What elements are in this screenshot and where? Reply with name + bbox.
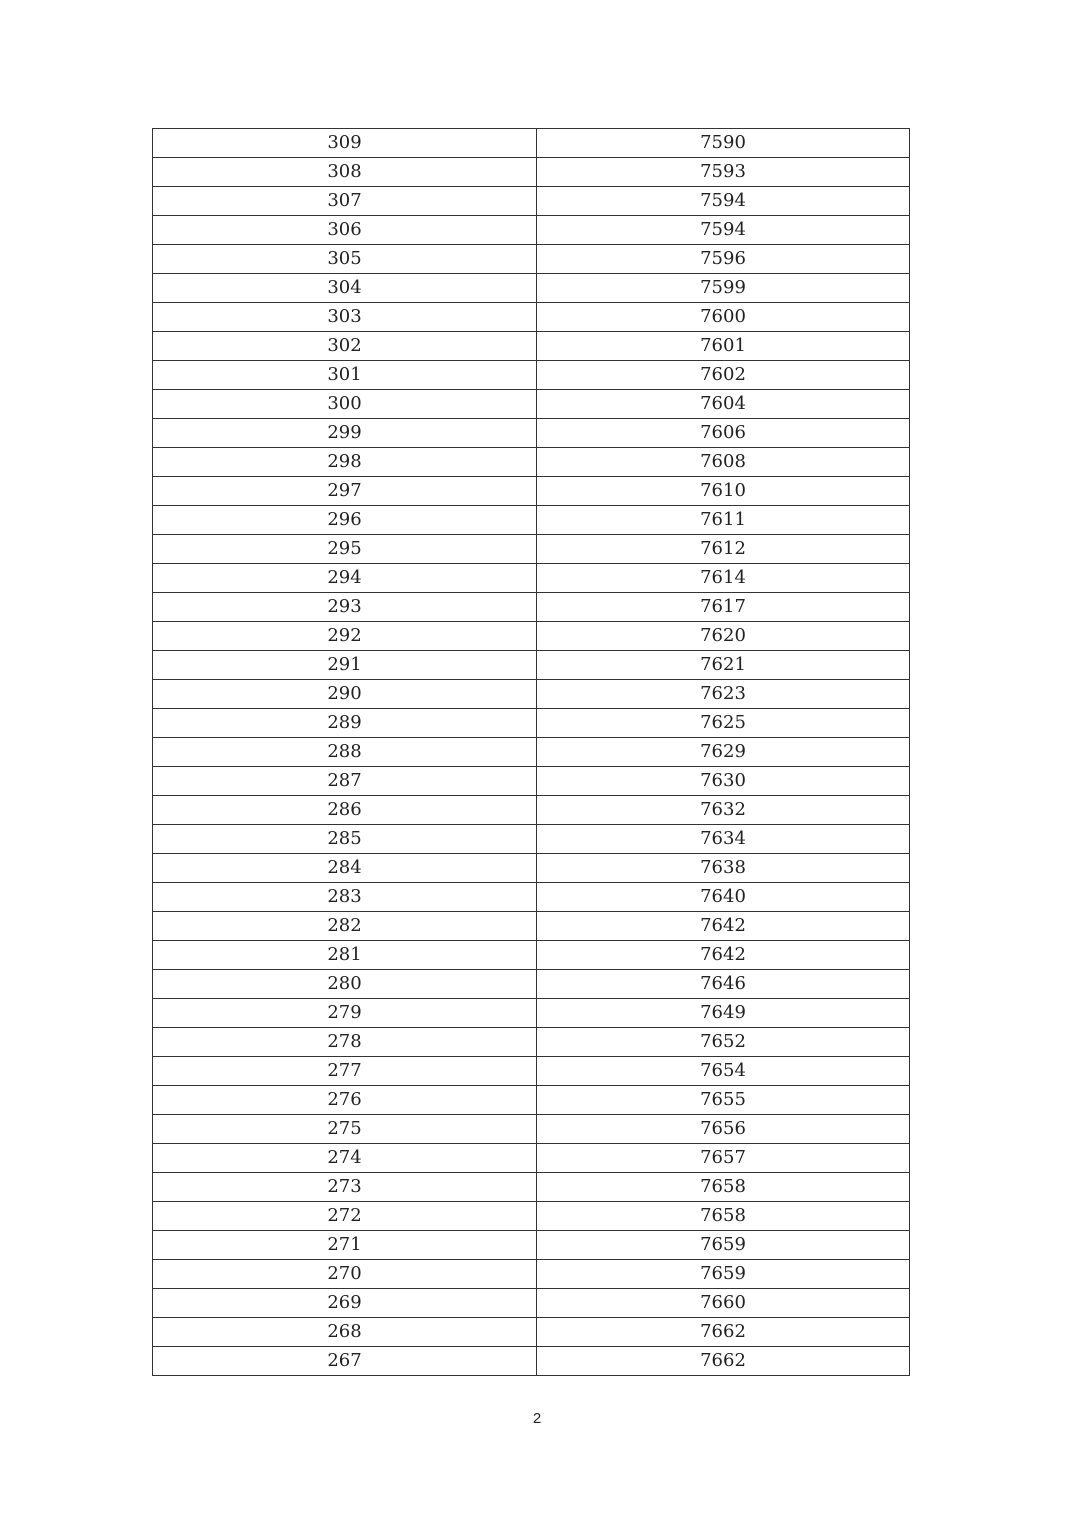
table-row <box>153 709 910 738</box>
cumulative-count-cell: 7658 <box>537 1202 910 1231</box>
table-row <box>153 767 910 796</box>
score-cell: 276 <box>153 1086 537 1115</box>
cumulative-count-cell: 7642 <box>537 912 910 941</box>
cumulative-count-cell: 7649 <box>537 999 910 1028</box>
score-cell: 281 <box>153 941 537 970</box>
table-row <box>153 506 910 535</box>
score-cell: 294 <box>153 564 537 593</box>
cumulative-count-cell: 7655 <box>537 1086 910 1115</box>
score-cell: 285 <box>153 825 537 854</box>
cumulative-count-cell: 7604 <box>537 390 910 419</box>
cumulative-count-cell: 7621 <box>537 651 910 680</box>
score-cell: 273 <box>153 1173 537 1202</box>
score-cell: 297 <box>153 477 537 506</box>
score-cell: 295 <box>153 535 537 564</box>
table-row <box>153 825 910 854</box>
score-cell: 275 <box>153 1115 537 1144</box>
score-cell: 301 <box>153 361 537 390</box>
cumulative-count-cell: 7638 <box>537 854 910 883</box>
table-row <box>153 1231 910 1260</box>
score-cell: 268 <box>153 1318 537 1347</box>
cumulative-count-cell: 7640 <box>537 883 910 912</box>
score-cell: 290 <box>153 680 537 709</box>
table-row <box>153 941 910 970</box>
table-row <box>153 361 910 390</box>
score-cell: 284 <box>153 854 537 883</box>
cumulative-count-cell: 7656 <box>537 1115 910 1144</box>
cumulative-count-cell: 7660 <box>537 1289 910 1318</box>
score-cell: 292 <box>153 622 537 651</box>
score-table-body <box>153 129 910 1376</box>
cumulative-count-cell: 7610 <box>537 477 910 506</box>
table-row <box>153 1318 910 1347</box>
score-cell: 278 <box>153 1028 537 1057</box>
cumulative-count-cell: 7629 <box>537 738 910 767</box>
table-row <box>153 477 910 506</box>
table-row <box>153 1028 910 1057</box>
score-cell: 277 <box>153 1057 537 1086</box>
table-row <box>153 245 910 274</box>
table-row <box>153 1057 910 1086</box>
cumulative-count-cell: 7646 <box>537 970 910 999</box>
table-row <box>153 970 910 999</box>
cumulative-count-cell: 7602 <box>537 361 910 390</box>
cumulative-count-cell: 7642 <box>537 941 910 970</box>
score-cell: 267 <box>153 1347 537 1376</box>
score-cell: 296 <box>153 506 537 535</box>
score-cell: 274 <box>153 1144 537 1173</box>
table-row <box>153 535 910 564</box>
cumulative-count-cell: 7623 <box>537 680 910 709</box>
score-cell: 280 <box>153 970 537 999</box>
cumulative-count-cell: 7632 <box>537 796 910 825</box>
table-row <box>153 1347 910 1376</box>
table-row <box>153 1144 910 1173</box>
score-cell: 299 <box>153 419 537 448</box>
score-cell: 283 <box>153 883 537 912</box>
cumulative-count-cell: 7658 <box>537 1173 910 1202</box>
table-row <box>153 564 910 593</box>
cumulative-count-cell: 7620 <box>537 622 910 651</box>
score-cell: 302 <box>153 332 537 361</box>
cumulative-count-cell: 7594 <box>537 216 910 245</box>
cumulative-count-cell: 7594 <box>537 187 910 216</box>
table-row <box>153 419 910 448</box>
table-row <box>153 187 910 216</box>
score-cell: 270 <box>153 1260 537 1289</box>
cumulative-count-cell: 7617 <box>537 593 910 622</box>
table-row <box>153 854 910 883</box>
score-cell: 303 <box>153 303 537 332</box>
cumulative-count-cell: 7599 <box>537 274 910 303</box>
score-cell: 309 <box>153 129 537 158</box>
score-cell: 289 <box>153 709 537 738</box>
score-cell: 298 <box>153 448 537 477</box>
cumulative-count-cell: 7662 <box>537 1347 910 1376</box>
cumulative-count-cell: 7606 <box>537 419 910 448</box>
score-cell: 288 <box>153 738 537 767</box>
score-cell: 304 <box>153 274 537 303</box>
cumulative-count-cell: 7608 <box>537 448 910 477</box>
cumulative-count-cell: 7659 <box>537 1231 910 1260</box>
table-row <box>153 158 910 187</box>
table-row <box>153 129 910 158</box>
score-cell: 286 <box>153 796 537 825</box>
cumulative-count-cell: 7601 <box>537 332 910 361</box>
score-cell: 287 <box>153 767 537 796</box>
table-row <box>153 332 910 361</box>
score-cell: 291 <box>153 651 537 680</box>
score-cell: 282 <box>153 912 537 941</box>
table-row <box>153 303 910 332</box>
cumulative-count-cell: 7593 <box>537 158 910 187</box>
table-row <box>153 1115 910 1144</box>
cumulative-count-cell: 7654 <box>537 1057 910 1086</box>
table-row <box>153 1289 910 1318</box>
cumulative-count-cell: 7634 <box>537 825 910 854</box>
cumulative-count-cell: 7600 <box>537 303 910 332</box>
cumulative-count-cell: 7630 <box>537 767 910 796</box>
table-row <box>153 999 910 1028</box>
score-rank-table <box>152 128 910 1376</box>
table-row <box>153 1260 910 1289</box>
table-row <box>153 912 910 941</box>
score-cell: 305 <box>153 245 537 274</box>
page-number: 2 <box>532 1410 542 1427</box>
table-row <box>153 1173 910 1202</box>
table-row <box>153 274 910 303</box>
cumulative-count-cell: 7657 <box>537 1144 910 1173</box>
table-row <box>153 651 910 680</box>
table-row <box>153 1086 910 1115</box>
score-cell: 308 <box>153 158 537 187</box>
table-row <box>153 680 910 709</box>
cumulative-count-cell: 7659 <box>537 1260 910 1289</box>
score-cell: 271 <box>153 1231 537 1260</box>
table-row <box>153 738 910 767</box>
cumulative-count-cell: 7625 <box>537 709 910 738</box>
table-row <box>153 448 910 477</box>
table-row <box>153 796 910 825</box>
cumulative-count-cell: 7611 <box>537 506 910 535</box>
score-cell: 307 <box>153 187 537 216</box>
table-row <box>153 883 910 912</box>
cumulative-count-cell: 7596 <box>537 245 910 274</box>
cumulative-count-cell: 7652 <box>537 1028 910 1057</box>
cumulative-count-cell: 7590 <box>537 129 910 158</box>
cumulative-count-cell: 7614 <box>537 564 910 593</box>
table-row <box>153 593 910 622</box>
cumulative-count-cell: 7612 <box>537 535 910 564</box>
score-cell: 269 <box>153 1289 537 1318</box>
table-row <box>153 216 910 245</box>
score-cell: 279 <box>153 999 537 1028</box>
score-cell: 300 <box>153 390 537 419</box>
table-row <box>153 1202 910 1231</box>
score-cell: 293 <box>153 593 537 622</box>
score-cell: 272 <box>153 1202 537 1231</box>
cumulative-count-cell: 7662 <box>537 1318 910 1347</box>
table-row <box>153 390 910 419</box>
table-row <box>153 622 910 651</box>
score-cell: 306 <box>153 216 537 245</box>
